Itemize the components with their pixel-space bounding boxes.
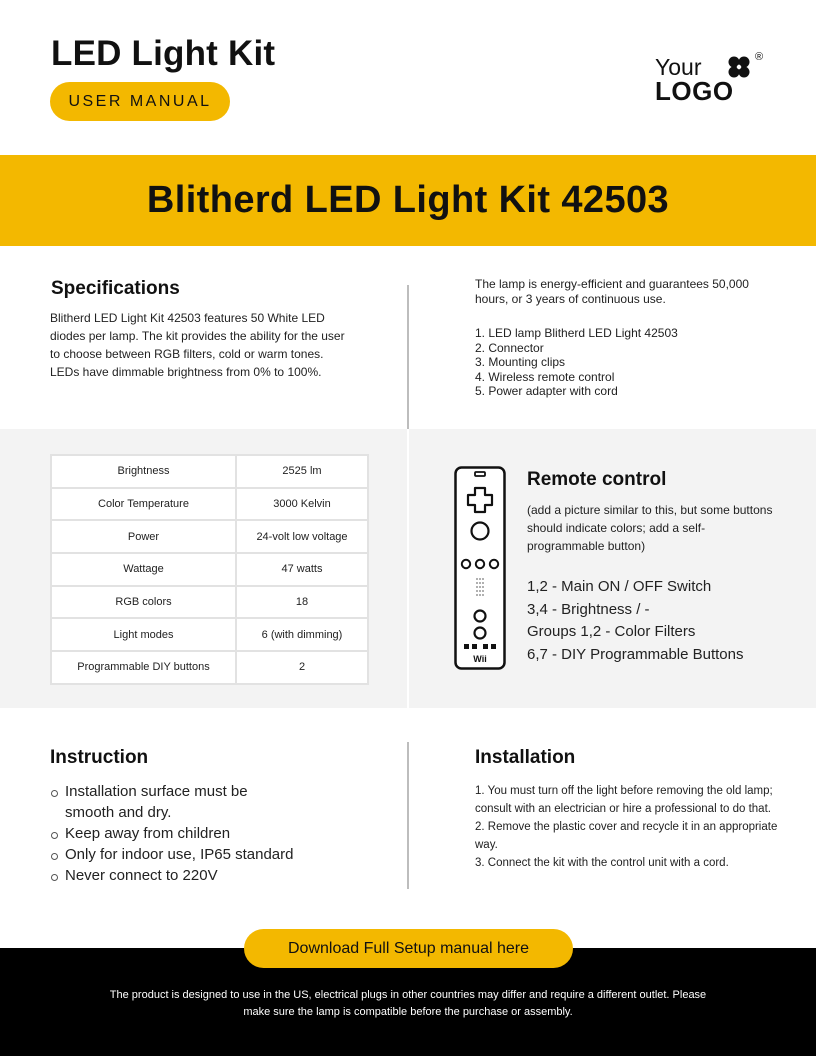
- instruction-list: [50, 781, 350, 886]
- table-row: [51, 488, 368, 521]
- column-divider-bottom: [407, 742, 409, 889]
- list-item: 5. Power adapter with cord: [475, 384, 618, 398]
- list-item: 4. Wireless remote control: [475, 369, 615, 384]
- list-item: 1. LED lamp Blitherd LED Light 42503: [475, 326, 678, 340]
- wii-label: Wii: [473, 654, 487, 664]
- list-item: Never connect to 220V: [50, 865, 350, 886]
- spec-label: RGB colors: [51, 586, 236, 619]
- user-manual-pill: USER MANUAL: [50, 82, 230, 121]
- list-item: 1. You must turn off the light before removing the old lamp; consult with an electrician or hire a professional to do that.: [475, 785, 773, 815]
- table-row: [51, 520, 368, 553]
- spec-value: 24-volt low voltage: [236, 520, 368, 553]
- instruction-heading: Instruction: [50, 747, 149, 768]
- spec-value: 2: [236, 651, 368, 684]
- specifications-description: Blitherd LED Light Kit 42503 features 50 White LED diodes per lamp. The kit provides the ability for the user to choose between RGB filters, cold or warm tones. LEDs have dimmable brightness from 0% to 100%.: [50, 311, 345, 379]
- list-item: 3. Connect the kit with the control unit with a cord.: [475, 857, 729, 869]
- download-manual-button[interactable]: Download Full Setup manual here: [244, 929, 573, 968]
- spec-label: Color Temperature: [51, 488, 236, 521]
- spec-value: 2525 lm: [236, 455, 368, 488]
- installation-heading: Installation: [475, 747, 576, 768]
- list-item: 6,7 - DIY Programmable Buttons: [527, 645, 744, 663]
- product-title: Blitherd LED Light Kit 42503: [146, 179, 670, 221]
- spec-label: Brightness: [51, 455, 236, 488]
- four-petal-logo-icon: [727, 55, 751, 79]
- table-row: [51, 651, 368, 684]
- company-logo: [655, 52, 770, 104]
- column-divider-band: [407, 429, 409, 708]
- spec-value: 47 watts: [236, 553, 368, 586]
- logo-text-line1: Your: [655, 54, 702, 80]
- installation-steps: [475, 782, 780, 872]
- spec-value: 6 (with dimming): [236, 618, 368, 651]
- list-item: Keep away from children: [50, 823, 350, 844]
- specifications-heading: Specifications: [51, 278, 180, 299]
- spec-label: Wattage: [51, 553, 236, 586]
- list-item: 2. Remove the plastic cover and recycle it in an appropriate way.: [475, 821, 778, 851]
- product-banner: [0, 155, 816, 246]
- page-header: [0, 0, 816, 155]
- table-row: [51, 553, 368, 586]
- footer-disclaimer: The product is designed to use in the US, electrical plugs in other countries may differ and require a different outlet. Please make sure the lamp is compatible before the purchase or assembly.: [109, 989, 707, 1018]
- spec-value: 18: [236, 586, 368, 619]
- spec-value: 3000 Kelvin: [236, 488, 368, 521]
- spec-label: Light modes: [51, 618, 236, 651]
- remote-control-note: (add a picture similar to this, but some buttons should indicate colors; add a self-programmable button): [527, 503, 773, 553]
- list-item: 3,4 - Brightness / -: [527, 600, 650, 618]
- remote-button-mapping: [527, 576, 744, 666]
- kit-contents-list: [475, 326, 678, 399]
- list-item: 2. Connector: [475, 340, 544, 355]
- list-item: 3. Mounting clips: [475, 355, 566, 369]
- table-row: [51, 618, 368, 651]
- list-item: Only for indoor use, IP65 standard: [50, 844, 350, 865]
- wii-remote-icon: [454, 466, 506, 670]
- list-item: Groups 1,2 - Color Filters: [527, 623, 696, 640]
- spec-label: Power: [51, 520, 236, 553]
- spec-table: [50, 454, 369, 685]
- column-divider-top: [407, 285, 409, 429]
- spec-label: Programmable DIY buttons: [51, 651, 236, 684]
- table-row: [51, 586, 368, 619]
- table-row: [51, 455, 368, 488]
- list-item: Installation surface must be smooth and dry.: [50, 781, 280, 823]
- document-title: LED Light Kit: [51, 34, 276, 73]
- logo-text-line2: LOGO: [655, 76, 734, 106]
- remote-control-heading: Remote control: [527, 469, 667, 490]
- registered-mark: ®: [755, 51, 764, 63]
- contents-intro: The lamp is energy-efficient and guarantees 50,000 hours, or 3 years of continuous use.: [475, 277, 749, 306]
- list-item: 1,2 - Main ON / OFF Switch: [527, 578, 712, 595]
